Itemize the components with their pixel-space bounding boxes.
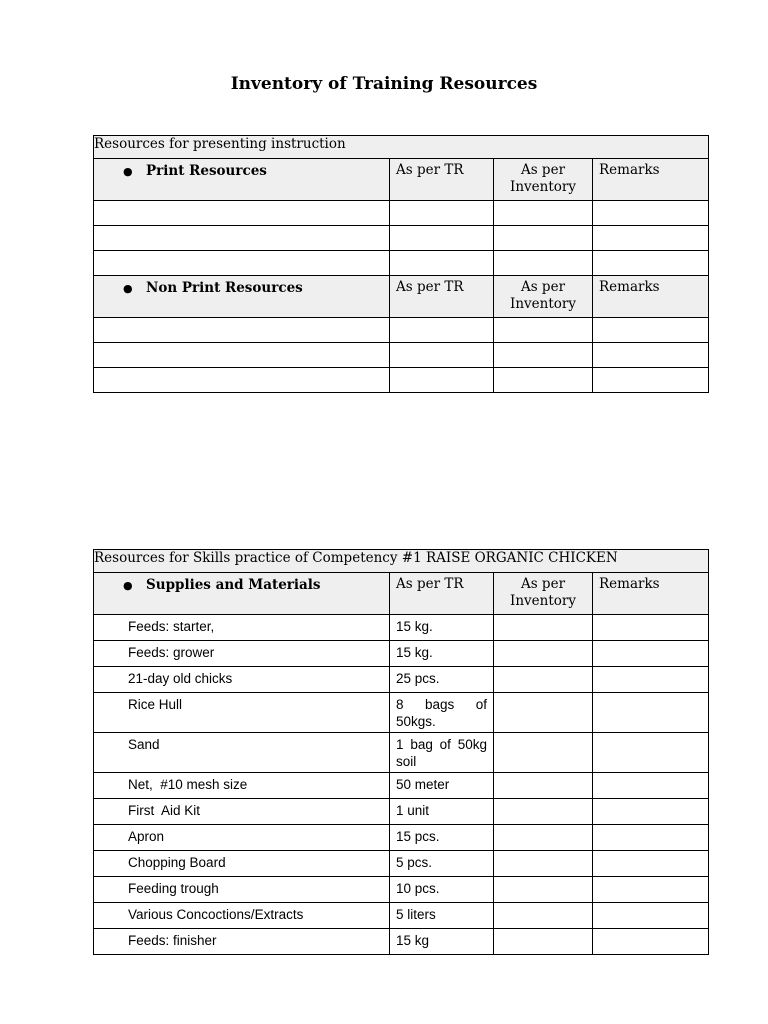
- item-remarks: [593, 641, 709, 667]
- item-inventory: [494, 825, 593, 851]
- item-remarks: [593, 877, 709, 903]
- item-name: Chopping Board: [94, 851, 390, 877]
- item-name: Apron: [94, 825, 390, 851]
- table-row: [94, 226, 709, 251]
- item-inventory: [494, 903, 593, 929]
- item-tr-qty: 10 pcs.: [390, 877, 494, 903]
- item-remarks: [593, 733, 709, 773]
- col-header-inventory: As per Inventory: [494, 159, 593, 201]
- item-inventory: [494, 877, 593, 903]
- item-name: Various Concoctions/Extracts: [94, 903, 390, 929]
- item-inventory: [494, 667, 593, 693]
- skills-practice-table: [93, 549, 709, 955]
- item-tr-qty: 25 pcs.: [390, 667, 494, 693]
- group-header-row: [94, 573, 709, 615]
- col-header-tr: As per TR: [390, 276, 494, 318]
- group-label: ● Supplies and Materials: [94, 573, 390, 615]
- table-row: [94, 733, 709, 773]
- table-row: [94, 773, 709, 799]
- item-remarks: [593, 825, 709, 851]
- table-row: [94, 799, 709, 825]
- item-name: Feeds: finisher: [94, 929, 390, 955]
- col-header-remarks: Remarks: [593, 276, 709, 318]
- section-title-row: [94, 136, 709, 159]
- item-remarks: [593, 903, 709, 929]
- col-header-remarks: Remarks: [593, 159, 709, 201]
- item-inventory: [494, 799, 593, 825]
- table-row: [94, 343, 709, 368]
- table-row: [94, 251, 709, 276]
- table-row: [94, 929, 709, 955]
- group-header-row: [94, 159, 709, 201]
- table-row: [94, 318, 709, 343]
- item-name: Feeds: grower: [94, 641, 390, 667]
- page-title: Inventory of Training Resources: [230, 74, 538, 94]
- item-inventory: [494, 851, 593, 877]
- item-remarks: [593, 929, 709, 955]
- item-inventory: [494, 929, 593, 955]
- table-row: [94, 877, 709, 903]
- item-tr-qty: 15 kg.: [390, 615, 494, 641]
- item-tr-qty: 1 unit: [390, 799, 494, 825]
- item-name: First Aid Kit: [94, 799, 390, 825]
- item-name: Feeds: starter,: [94, 615, 390, 641]
- item-remarks: [593, 615, 709, 641]
- table-row: [94, 201, 709, 226]
- item-inventory: [494, 773, 593, 799]
- item-tr-qty: 15 kg.: [390, 641, 494, 667]
- item-remarks: [593, 667, 709, 693]
- item-tr-qty: 5 liters: [390, 903, 494, 929]
- item-remarks: [593, 773, 709, 799]
- col-header-inventory: As per Inventory: [494, 276, 593, 318]
- item-inventory: [494, 693, 593, 733]
- item-name: 21-day old chicks: [94, 667, 390, 693]
- table-row: [94, 667, 709, 693]
- table-row: [94, 851, 709, 877]
- table-row: [94, 825, 709, 851]
- item-tr-qty: 15 kg: [390, 929, 494, 955]
- table-row: [94, 368, 709, 393]
- item-inventory: [494, 615, 593, 641]
- item-name: Rice Hull: [94, 693, 390, 733]
- table-row: [94, 693, 709, 733]
- section-title: Resources for presenting instruction: [94, 136, 709, 159]
- item-tr-qty: 50 meter: [390, 773, 494, 799]
- table-row: [94, 903, 709, 929]
- item-name: Sand: [94, 733, 390, 773]
- item-name: Net, #10 mesh size: [94, 773, 390, 799]
- item-tr-qty: 8 bags of 50kgs.: [390, 693, 494, 733]
- instruction-resources-table: [93, 135, 709, 393]
- item-remarks: [593, 693, 709, 733]
- item-inventory: [494, 733, 593, 773]
- col-header-tr: As per TR: [390, 159, 494, 201]
- col-header-tr: As per TR: [390, 573, 494, 615]
- group-label: ● Non Print Resources: [94, 276, 390, 318]
- table-row: [94, 615, 709, 641]
- group-label: ● Print Resources: [94, 159, 390, 201]
- bullet-icon: ●: [123, 282, 133, 295]
- table-row: [94, 641, 709, 667]
- col-header-inventory: As per Inventory: [494, 573, 593, 615]
- section-title: Resources for Skills practice of Competency #1 RAISE ORGANIC CHICKEN: [94, 550, 709, 573]
- item-name: Feeding trough: [94, 877, 390, 903]
- section-title-row: [94, 550, 709, 573]
- item-tr-qty: 1 bag of 50kg soil: [390, 733, 494, 773]
- bullet-icon: ●: [123, 165, 133, 178]
- col-header-remarks: Remarks: [593, 573, 709, 615]
- item-remarks: [593, 851, 709, 877]
- bullet-icon: ●: [123, 579, 133, 592]
- item-remarks: [593, 799, 709, 825]
- item-tr-qty: 15 pcs.: [390, 825, 494, 851]
- item-inventory: [494, 641, 593, 667]
- item-tr-qty: 5 pcs.: [390, 851, 494, 877]
- group-header-row: [94, 276, 709, 318]
